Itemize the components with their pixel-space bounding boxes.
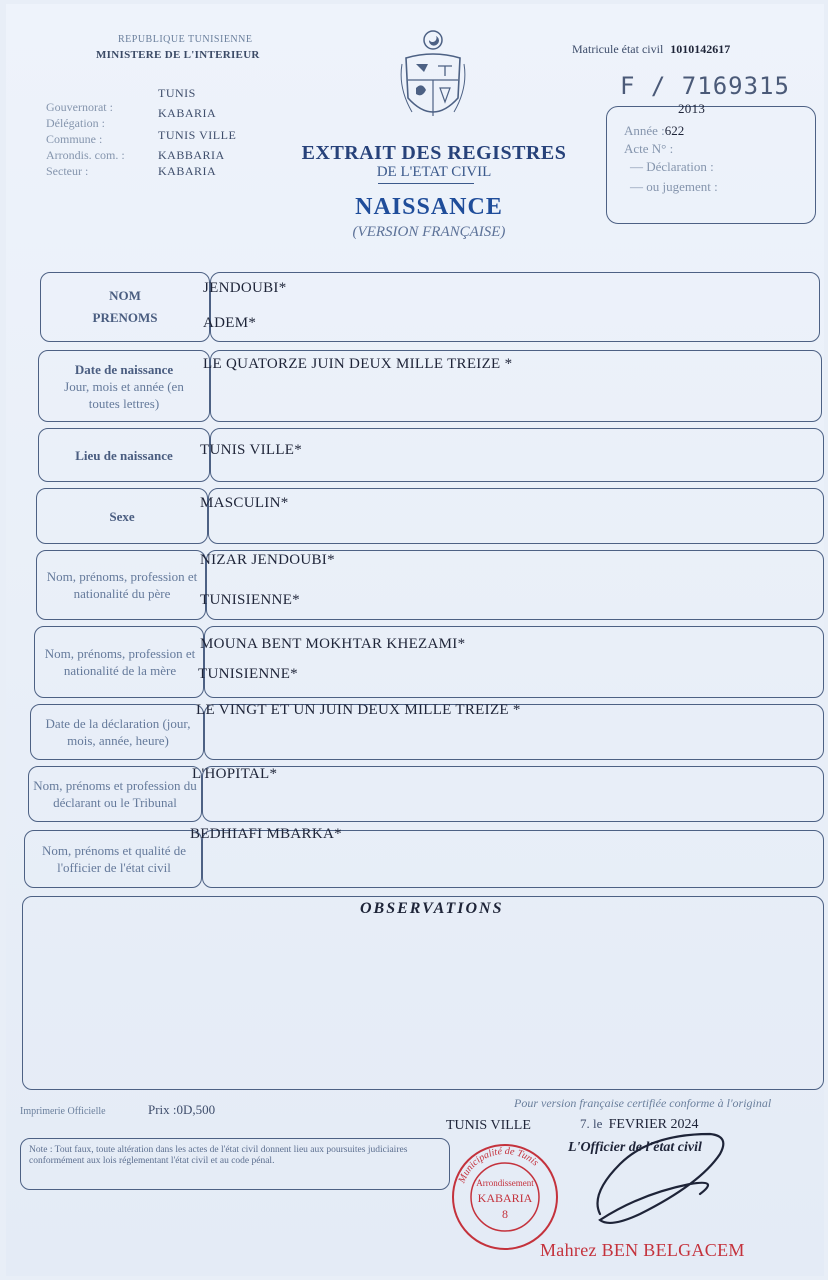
imprimerie-label: Imprimerie Officielle <box>20 1106 106 1117</box>
officier-label: Nom, prénoms et qualité de l'officier de l'état civil <box>41 843 187 875</box>
dob-label <box>44 356 204 416</box>
lieu-value-box <box>210 428 824 482</box>
lieu-value: TUNIS VILLE* <box>200 442 303 458</box>
issue-date-prefix: 7. le <box>580 1116 603 1131</box>
dob-value: LE QUATORZE JUIN DEUX MILLE TREIZE * <box>203 356 513 372</box>
matricule <box>572 42 730 57</box>
pere-value-nationality: TUNISIENNE* <box>200 592 300 608</box>
sexe-value-box <box>208 488 824 544</box>
legal-note-text: Note : Tout faux, toute altération dans les actes de l'état civil donnent lieu aux poursuites judiciaires conformément aux lois réglementant l'état civil et au code pénal. <box>29 1145 408 1166</box>
arrondissement-label: Arrondis. com. : <box>46 148 125 162</box>
dob-label-rest: Jour, mois et année (en toutes lettres) <box>64 378 184 411</box>
stamp-line-3: 8 <box>502 1207 508 1221</box>
prenoms-label: PRENOMS <box>92 310 158 325</box>
lieu-label: Lieu de naissance <box>75 447 173 463</box>
commune-label: Commune : <box>46 132 103 146</box>
pere-value-name: NIZAR JENDOUBI* <box>200 552 335 568</box>
gouvernorat-label: Gouvernorat : <box>46 100 113 114</box>
handwritten-signature-icon <box>580 1124 740 1234</box>
jugement-label: — ou jugement : <box>630 179 718 194</box>
mere-label: Nom, prénoms, profession et nationalité de la mère <box>44 646 196 678</box>
title-underline <box>378 183 474 184</box>
matricule-label: Matricule état civil <box>572 42 664 56</box>
observations-title: OBSERVATIONS <box>360 900 504 917</box>
delegation-value: KABARIA <box>158 106 217 120</box>
title-version: (VERSION FRANÇAISE) <box>352 224 506 240</box>
title-extrait: EXTRAIT DES REGISTRES <box>301 142 567 164</box>
ministry-label: MINISTERE DE L'INTERIEUR <box>96 49 260 61</box>
coat-of-arms-icon <box>398 28 468 132</box>
officier-signature-label: L'Officier de l'état civil <box>568 1140 702 1155</box>
sexe-label: Sexe <box>109 508 135 524</box>
matricule-value: 1010142617 <box>670 42 731 56</box>
declarant-value-box <box>202 766 824 822</box>
prenoms-value: ADEM* <box>203 315 257 331</box>
republic-label: REPUBLIQUE TUNISIENNE <box>118 34 253 45</box>
pere-label: Nom, prénoms, profession et nationalité du père <box>46 569 198 601</box>
annee-label-text: Année : <box>624 123 665 138</box>
stamp-line-1: Arrondissement <box>476 1178 534 1188</box>
title-etat-civil: DE L'ETAT CIVIL <box>376 164 492 180</box>
declarant-label: Nom, prénoms et profession du déclarant ou le Tribunal <box>33 778 197 810</box>
acte-year-value: 2013 <box>678 101 706 116</box>
annee-label <box>624 124 684 138</box>
officier-value: BEDHIAFI MBARKA* <box>190 826 342 842</box>
issue-place: TUNIS VILLE <box>446 1118 531 1133</box>
issue-date-value: FEVRIER 2024 <box>608 1117 699 1132</box>
serial-number: F / 7169315 <box>620 72 790 100</box>
declarant-value: L'HOPITAL* <box>192 766 278 782</box>
acte-number-value: 622 <box>664 123 685 138</box>
commune-value: TUNIS VILLE <box>158 128 237 142</box>
stamp-ring-text: Municipalité de Tunis <box>456 1145 541 1185</box>
signatory-name: Mahrez BEN BELGACEM <box>540 1240 745 1260</box>
nom-label-box <box>40 272 210 342</box>
gouvernorat-value: TUNIS <box>158 86 196 100</box>
certified-note: Pour version française certifiée conforme à l'original <box>514 1096 772 1110</box>
observations-box <box>22 896 824 1090</box>
arrondissement-value: KABBARIA <box>158 148 225 162</box>
admin-labels <box>46 100 156 180</box>
legal-note-box <box>20 1138 450 1190</box>
decl-value: LE VINGT ET UN JUIN DEUX MILLE TREIZE * <box>196 702 521 718</box>
acte-label: Acte N° : <box>624 141 674 156</box>
decl-label: Date de la déclaration (jour, mois, année, heure) <box>45 716 191 748</box>
admin-values <box>158 84 278 178</box>
nom-value: JENDOUBI* <box>203 280 287 296</box>
nom-value-box <box>210 272 820 342</box>
mere-value-nationality: TUNISIENNE* <box>198 666 298 682</box>
declaration-label: — Déclaration : <box>630 159 714 174</box>
stamp-line-2: KABARIA <box>477 1191 533 1205</box>
prix-label: Prix :0D,500 <box>148 1102 216 1117</box>
official-stamp-icon <box>450 1142 560 1252</box>
mere-value-name: MOUNA BENT MOKHTAR KHEZAMI* <box>200 636 466 652</box>
secteur-value: KABARIA <box>158 164 217 178</box>
dob-label-bold: Date de naissance <box>74 361 174 377</box>
title-naissance: NAISSANCE <box>355 194 503 220</box>
delegation-label: Délégation : <box>46 116 105 130</box>
nom-label: NOM <box>109 288 141 303</box>
sexe-value: MASCULIN* <box>200 495 289 511</box>
secteur-label: Secteur : <box>46 164 89 178</box>
